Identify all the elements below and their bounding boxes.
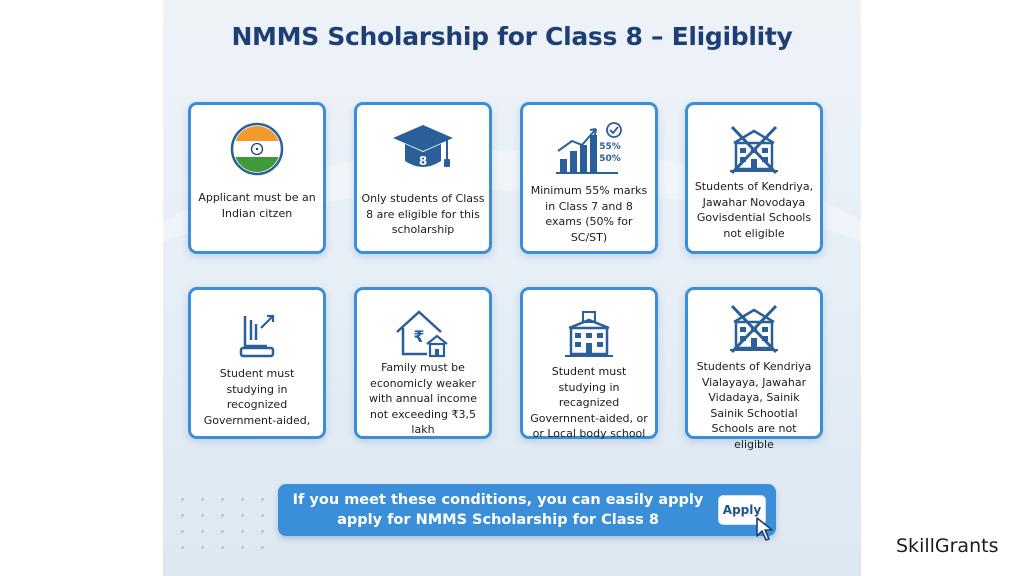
document-pen-icon [191,306,323,362]
decorative-dot [201,498,204,501]
eligibility-card-recognized-school [188,287,326,439]
eligibility-card-class [354,102,492,254]
eligibility-card-local-body-school [520,287,658,439]
decorative-dot [221,530,224,533]
decorative-dot [221,498,224,501]
decorative-dot [221,514,224,517]
infographic-panel [163,0,861,576]
cap-badge: 8 [418,154,428,168]
decorative-dot [181,514,184,517]
card-text: Only students of Class 8 are eligible for this scholarship [361,192,485,236]
crossed-school-icon [688,121,820,177]
banner-line-2: apply for NMMS Scholarship for Class 8 [337,512,659,528]
decorative-dot [261,546,264,549]
decorative-dot [181,530,184,533]
decorative-dot [181,498,184,501]
banner-line-1: If you meet these conditions, you can easily apply [292,492,704,508]
growth-chart-icon [523,121,655,177]
school-building-icon [523,306,655,362]
eligibility-card-excluded-schools [685,102,823,254]
card-text: Family must be economicly weaker with annual income not exceeding ₹3,5 lakh [368,361,478,436]
decorative-dot [221,546,224,549]
card-text: Student must studying in recognized Government-aided, [203,367,311,427]
card-text: Student must studying in recagnized Governnent-aided, or or Local body school [530,365,648,440]
brand-watermark: SkillGrants [896,535,999,557]
eligibility-card-excluded-schools-2 [685,287,823,451]
decorative-dot [201,546,204,549]
decorative-dot [261,514,264,517]
decorative-dot [201,514,204,517]
decorative-dot [241,514,244,517]
crossed-school-icon [688,300,820,356]
eligibility-card-marks [520,102,658,254]
eligibility-card-income [354,287,492,439]
decorative-dot [241,546,244,549]
eligibility-card-citizenship [188,102,326,254]
decorative-dots [181,498,291,558]
house-rupee-icon [357,306,489,362]
decorative-dot [261,498,264,501]
apply-banner [278,484,776,536]
page-title: NMMS Scholarship for Class 8 – Eligiblity [231,22,793,51]
decorative-dot [241,530,244,533]
card-text: Students of Kendriya Vialayaya, Jawahar Vidadaya, Sainik Sainik Schootial Schools are not eligible [696,360,812,451]
graduation-cap-icon [357,121,489,177]
percent-bottom: 50% [599,154,621,164]
decorative-dot [261,530,264,533]
percent-top: 55% [599,142,621,152]
card-text: Minimum 55% marks in Class 7 and 8 exams (50% for SC/ST) [530,184,648,244]
decorative-dot [181,546,184,549]
apply-button[interactable]: Apply [718,495,766,525]
card-text: Students of Kendriya, Jawahar Novodaya Govisdential Schools not eligible [694,180,814,240]
decorative-dot [201,530,204,533]
svg-text:₹: ₹ [413,327,425,346]
decorative-dot [241,498,244,501]
pointer-cursor-icon [754,516,776,542]
banner-text [288,490,708,530]
card-text: Applicant must be an Indian citzen [198,191,316,220]
indian-flag-icon [191,121,323,177]
